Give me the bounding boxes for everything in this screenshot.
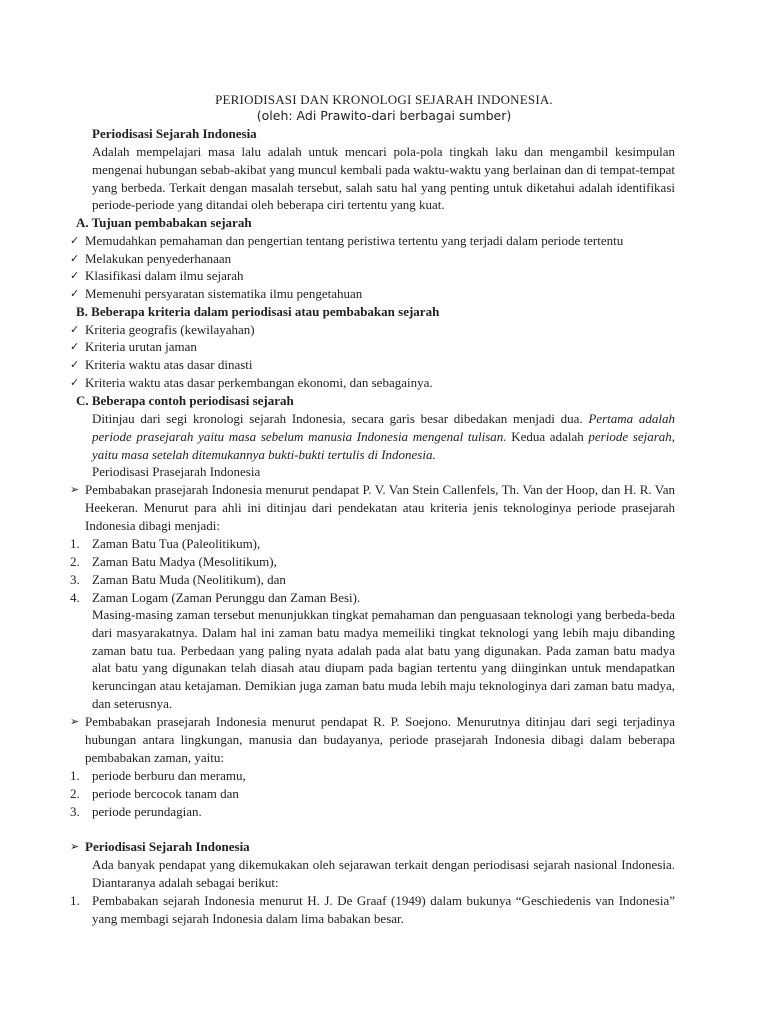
section-b-heading: B. Beberapa kriteria dalam periodisasi atau pembabakan sejarah [76, 304, 440, 319]
list-item: Kriteria urutan jaman [85, 339, 197, 354]
list-number: 2. [70, 554, 80, 569]
checkmark-icon: ✓ [70, 287, 80, 300]
list-item: Zaman Batu Madya (Mesolitikum), [92, 554, 277, 569]
arrow-bullet-icon: ➢ [70, 715, 80, 728]
paragraph-italic-text: Pertama adalah periode prasejarah yaitu masa sebelum manusia Indonesia mengenal tulisan. [92, 411, 675, 444]
arrow-bullet-icon: ➢ [70, 483, 80, 496]
checkmark-icon: ✓ [70, 340, 80, 353]
list-item: Zaman Batu Tua (Paleolitikum), [92, 536, 261, 551]
arrow-bullet-icon: ➢ [70, 840, 80, 853]
arrow-paragraph-text: Pembabakan prasejarah Indonesia menurut pendapat R. P. Soejono. Menurutnya ditinjau dari segi terjadinya hubungan antara lingkungan, manusia dan budayanya, periode prasejarah Indonesia dibagi dalam beberapa pembabakan zaman, yaitu: [85, 714, 675, 765]
list-item: Kriteria waktu atas dasar dinasti [85, 357, 253, 372]
section-a-heading: A. Tujuan pembabakan sejarah [76, 215, 252, 230]
list-item: Memenuhi persyaratan sistematika ilmu pengetahuan [85, 286, 363, 301]
section-c-paragraph [92, 410, 675, 463]
list-item: Kriteria geografis (kewilayahan) [85, 322, 255, 337]
list-item: Zaman Logam (Zaman Perunggu dan Zaman Besi). [92, 590, 361, 605]
checkmark-icon: ✓ [70, 376, 80, 389]
prasejarah-subheading: Periodisasi Prasejarah Indonesia [92, 464, 261, 479]
paragraph-text: Ditinjau dari segi kronologi sejarah Indonesia, secara garis besar dibedakan menjadi dua. [92, 411, 583, 426]
intro-paragraph: Adalah mempelajari masa lalu adalah untuk mencari pola-pola tingkah laku dan mengambil kesimpulan mengenai hubungan sebab-akibat yang muncul kembali pada waktu-waktu yang berlainan dan di tempat-tempat yang berbeda. Terkait dengan masalah tersebut, salah satu hal yang penting untuk diketahui adalah identifikasi periode-periode yang ditandai oleh beberapa ciri tertentu yang kuat. [92, 144, 675, 213]
section-c-heading: C. Beberapa contoh periodisasi sejarah [76, 393, 294, 408]
list-number: 4. [70, 590, 80, 605]
arrow-paragraph-2 [85, 713, 675, 766]
arrow-paragraph-text: Pembabakan prasejarah Indonesia menurut pendapat P. V. Van Stein Callenfels, Th. Van der Hoop, dan H. R. Van Heekeran. Menurut para ahli ini ditinjau dari pendekatan atau kriteria jenis teknologinya periode prasejarah Indonesia dibagi menjadi: [85, 482, 675, 533]
checkmark-icon: ✓ [70, 358, 80, 371]
checkmark-icon: ✓ [70, 252, 80, 265]
checkmark-icon: ✓ [70, 234, 80, 247]
document-title: PERIODISASI DAN KRONOLOGI SEJARAH INDONESIA. [215, 92, 553, 107]
list-item: Kriteria waktu atas dasar perkembangan ekonomi, dan sebagainya. [85, 375, 433, 390]
list-item: periode bercocok tanam dan [92, 786, 239, 801]
zaman-explanation-paragraph: Masing-masing zaman tersebut menunjukkan tingkat pemahaman dan penguasaan teknologi yang berbeda-beda dari masyarakatnya. Dalam hal ini zaman batu madya memeiliki tingkat teknologi yang lebih maju dibanding zaman batu tua. Perbedaan yang paling nyata adalah pada alat batu yang digunakan. Pada zaman batu madya alat batu yang digunakan telah diasah atau diupam pada bagian tertentu yang diinginkan untuk mendapatkan keruncingan atau ketajaman. Demikian juga zaman batu muda lebih maju teknologinya dari zaman batu madya, dan seterusnya. [92, 607, 675, 711]
checkmark-icon: ✓ [70, 269, 80, 282]
list-item: periode berburu dan meramu, [92, 768, 246, 783]
list-item: Klasifikasi dalam ilmu sejarah [85, 268, 244, 283]
intro-heading: Periodisasi Sejarah Indonesia [92, 126, 257, 141]
list-item: Melakukan penyederhanaan [85, 251, 232, 266]
paragraph-italic-text: periode sejarah, yaitu masa setelah ditemukannya bukti-bukti tertulis di Indonesia. [92, 428, 676, 462]
arrow-paragraph-1 [85, 481, 675, 534]
paragraph-text: Kedua adalah [511, 428, 584, 444]
list-number: 3. [70, 804, 80, 819]
list-number: 1. [70, 893, 80, 908]
list-item: periode perundagian. [92, 804, 202, 819]
list-number: 1. [70, 536, 80, 551]
section-d-paragraph: Ada banyak pendapat yang dikemukakan oleh sejarawan terkait dengan periodisasi sejarah nasional Indonesia. Diantaranya adalah sebagai berikut: [92, 857, 675, 890]
list-item: Zaman Batu Muda (Neolitikum), dan [92, 572, 286, 587]
document-subtitle: (oleh: Adi Prawito-dari berbagai sumber) [256, 108, 512, 123]
checkmark-icon: ✓ [70, 323, 80, 336]
list-number: 2. [70, 786, 80, 801]
list-number: 1. [70, 768, 80, 783]
list-item: Pembabakan sejarah Indonesia menurut H. J. De Graaf (1949) dalam bukunya “Geschiedenis van Indonesia” yang membagi sejarah Indonesia dalam lima babakan besar. [92, 893, 675, 926]
list-item: Memudahkan pemahaman dan pengertian tentang peristiwa tertentu yang terjadi dalam periode tertentu [85, 233, 624, 248]
section-d-heading: Periodisasi Sejarah Indonesia [85, 839, 250, 854]
list-number: 3. [70, 572, 80, 587]
